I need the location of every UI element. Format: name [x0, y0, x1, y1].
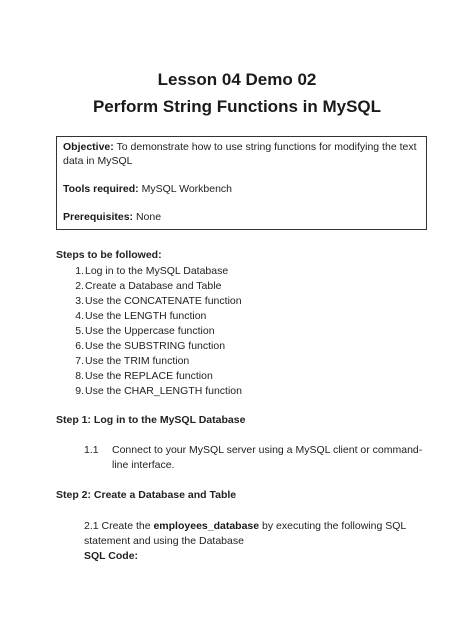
document-subtitle: Perform String Functions in MySQL — [92, 97, 382, 116]
list-item-text: Use the CHAR_LENGTH function — [85, 385, 242, 397]
substep-text: Connect to your MySQL server using a MySQL client or command-line interface. — [112, 444, 423, 471]
list-item — [56, 279, 242, 294]
objective-label: Objective: — [63, 141, 114, 153]
list-item-number: 9. — [75, 385, 84, 397]
list-item — [56, 384, 242, 399]
list-item-number: 7. — [75, 355, 84, 367]
tools-label: Tools required: — [63, 183, 139, 195]
list-item — [56, 264, 242, 279]
list-item-text: Log in to the MySQL Database — [85, 265, 229, 277]
document-title: Lesson 04 Demo 02 — [157, 70, 317, 89]
list-item-number: 4. — [75, 310, 84, 322]
objective-text: To demonstrate how to use string functions for modifying the text data in MySQL — [63, 141, 417, 167]
tools-text: MySQL Workbench — [138, 183, 233, 195]
objective-box — [56, 136, 427, 230]
list-item-number: 2. — [75, 280, 84, 292]
list-item-text: Use the TRIM function — [85, 355, 190, 367]
prerequisites-label: Prerequisites: — [63, 211, 134, 223]
steps-heading: Steps to be followed: — [56, 249, 162, 261]
list-item-text: Use the REPLACE function — [85, 370, 213, 382]
list-item — [56, 369, 242, 384]
substep-text — [84, 519, 424, 549]
list-item-text: Create a Database and Table — [85, 280, 222, 292]
list-item-number: 8. — [75, 370, 84, 382]
list-item-text: Use the LENGTH function — [85, 310, 207, 322]
list-item — [56, 354, 242, 369]
list-item-number: 5. — [75, 325, 84, 337]
objective-line — [63, 140, 420, 168]
list-item-number: 1. — [75, 265, 84, 277]
list-item — [56, 309, 242, 324]
prerequisites-line — [63, 210, 420, 224]
steps-list — [56, 264, 242, 399]
substep-prefix: 2.1 Create the — [84, 520, 154, 532]
sql-code-label: SQL Code: — [84, 550, 139, 562]
tools-line — [63, 182, 420, 196]
prerequisites-text: None — [133, 211, 162, 223]
substep-suffix: by executing the following SQL statement and using the Database — [84, 520, 406, 547]
step2-heading: Step 2: Create a Database and Table — [56, 489, 237, 501]
list-item — [56, 294, 242, 309]
list-item-text: Use the CONCATENATE function — [85, 295, 242, 307]
list-item-number: 6. — [75, 340, 84, 352]
substep-number: 1.1 — [84, 444, 99, 456]
list-item — [56, 324, 242, 339]
list-item — [56, 339, 242, 354]
list-item-text: Use the SUBSTRING function — [85, 340, 226, 352]
database-name: employees_database — [153, 520, 260, 532]
step1-heading: Step 1: Log in to the MySQL Database — [56, 414, 246, 426]
list-item-text: Use the Uppercase function — [85, 325, 215, 337]
list-item-number: 3. — [75, 295, 84, 307]
